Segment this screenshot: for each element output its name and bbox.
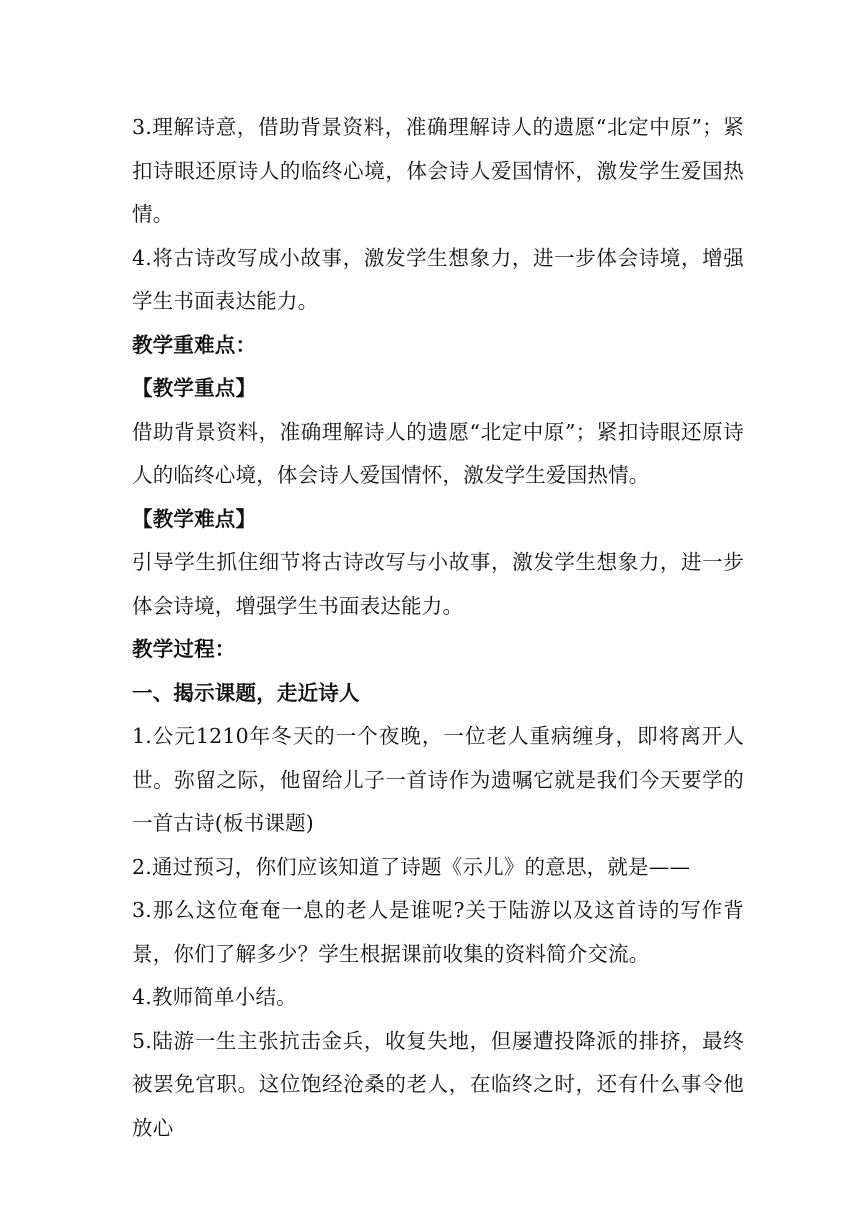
process-step-3: 3.那么这位奄奄一息的老人是谁呢?关于陆游以及这首诗的写作背景，你们了解多少？学生根据课前收集的资料简介交流。 <box>132 898 744 966</box>
heading-key-difficult-points: 教学重难点： <box>132 332 257 357</box>
subheading-key-points: 【教学重点】 <box>132 376 257 400</box>
process-step-5: 5.陆游一生主张抗击金兵，收复失地，但屡遭投降派的排挤，最终被罢免官职。这位饱经沧桑的老人，在临终之时，还有什么事令他放心 <box>132 1028 744 1140</box>
section-heading-1: 一、揭示课题，走近诗人 <box>132 680 360 705</box>
objective-4: 4.将古诗改写成小故事，激发学生想象力，进一步体会诗境，增强学生书面表达能力。 <box>132 245 744 313</box>
key-points-text: 借助背景资料，准确理解诗人的遗愿“北定中原”；紧扣诗眼还原诗人的临终心境，体会诗人爱国情怀，激发学生爱国热情。 <box>132 419 744 487</box>
heading-teaching-process: 教学过程： <box>132 637 236 661</box>
process-step-1: 1.公元1210年冬天的一个夜晚，一位老人重病缠身，即将离开人世。弥留之际，他留给儿子一首诗作为遗嘱它就是我们今天要学的一首古诗(板书课题) <box>132 724 744 835</box>
difficult-points-text: 引导学生抓住细节将古诗改写与小故事，激发学生想象力，进一步体会诗境，增强学生书面表达能力。 <box>132 550 744 618</box>
objective-3: 3.理解诗意，借助背景资料，准确理解诗人的遗愿“北定中原”；紧扣诗眼还原诗人的临终心境，体会诗人爱国情怀，激发学生爱国热情。 <box>132 115 744 226</box>
document-body <box>132 106 744 1150</box>
process-step-2: 2.通过预习，你们应该知道了诗题《示儿》的意思，就是—— <box>132 854 691 879</box>
process-step-4: 4.教师简单小结。 <box>132 985 297 1009</box>
subheading-difficult-points: 【教学难点】 <box>132 506 257 531</box>
